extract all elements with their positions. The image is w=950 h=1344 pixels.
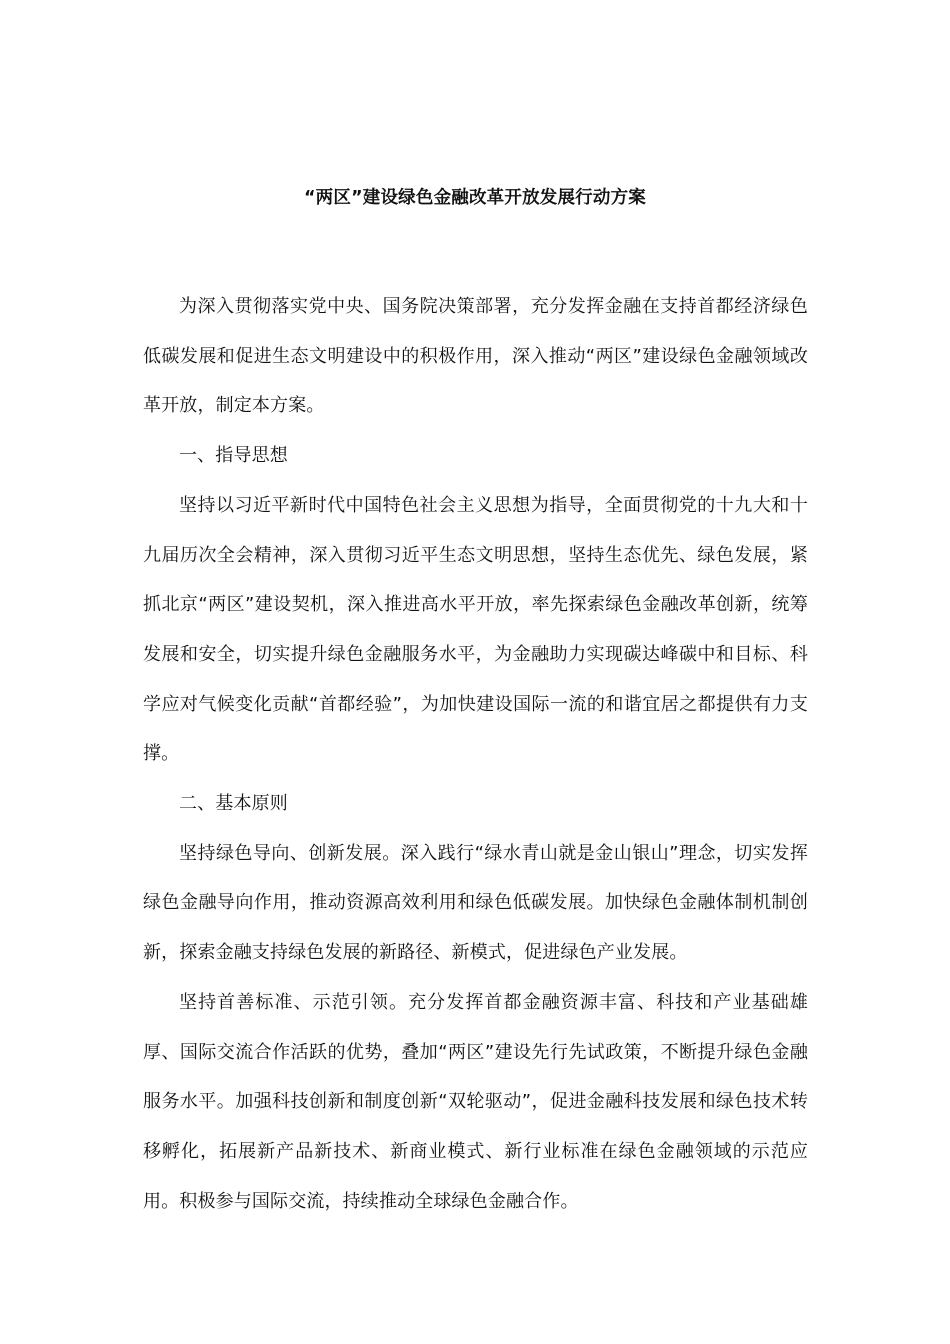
document-title: “两区”建设绿色金融改革开放发展行动方案 [303, 188, 646, 208]
section-heading-basic-principles: 二、基本原则 [179, 793, 288, 815]
intro-paragraph: 为深入贯彻落实党中央、国务院决策部署，充分发挥金融在支持首都经济绿色低碳发展和促进生态文明建设中的积极作用，深入推动“两区”建设绿色金融领域改革开放，制定本方案。 [143, 296, 808, 417]
guiding-ideology-paragraph: 坚持以习近平新时代中国特色社会主义思想为指导，全面贯彻党的十九大和十九届历次全会精神，深入贯彻习近平生态文明思想，坚持生态优先、绿色发展，紧抓北京“两区”建设契机，深入推进高水平开放，率先探索绿色金融改革创新，统筹发展和安全，切实提升绿色金融服务水平，为金融助力实现碳达峰碳中和目标、科学应对气候变化贡献“首都经验”，为加快建设国际一流的和谐宜居之都提供有力支撑。 [143, 494, 808, 765]
principle-paragraph-demonstration: 坚持首善标准、示范引领。充分发挥首都金融资源丰富、科技和产业基础雄厚、国际交流合作活跃的优势，叠加“两区”建设先行先试政策，不断提升绿色金融服务水平。加强科技创新和制度创新“双轮驱动”，促进金融科技发展和绿色技术转移孵化，拓展新产品新技术、新商业模式、新行业标准在绿色金融领域的示范应用。积极参与国际交流，持续推动全球绿色金融合作。 [143, 991, 808, 1212]
document-body [143, 282, 808, 1226]
principle-paragraph-green-innovation: 坚持绿色导向、创新发展。深入践行“绿水青山就是金山银山”理念，切实发挥绿色金融导向作用，推动资源高效利用和绿色低碳发展。加快绿色金融体制机制创新，探索金融支持绿色发展的新路径、新模式，促进绿色产业发展。 [143, 842, 808, 964]
section-heading-guiding-ideology: 一、指导思想 [179, 445, 288, 467]
